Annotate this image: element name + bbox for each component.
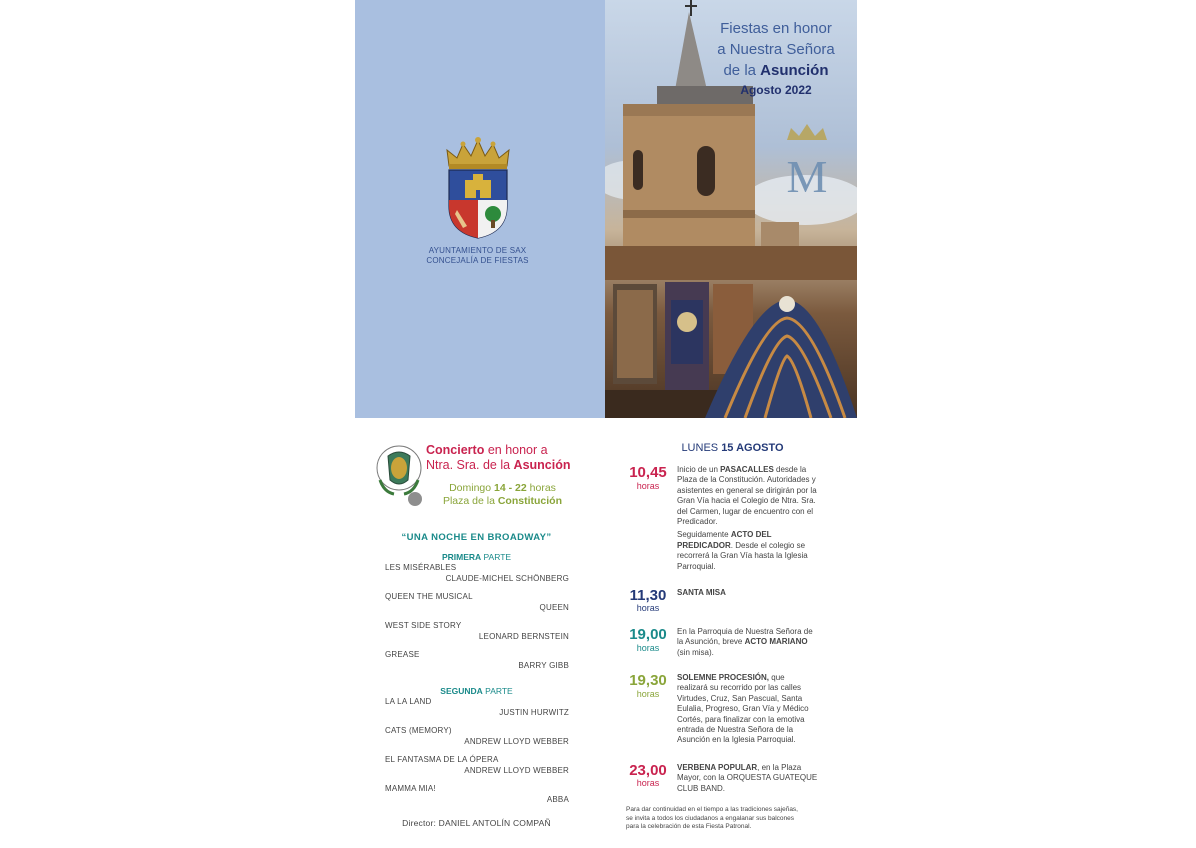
concert-when: Domingo 14 - 22 horas [449, 482, 556, 494]
part2-list [385, 697, 569, 813]
cover-title [695, 18, 857, 99]
concert-title-line1: Concierto en honor a [426, 443, 548, 457]
svg-text:M: M [786, 151, 828, 202]
cover-title-line1: Fiestas en honor [720, 20, 832, 37]
concert-where: Plaza de la Constitución [442, 495, 563, 507]
program-item [385, 563, 569, 592]
part1-heading: PRIMERA PARTE [441, 552, 512, 562]
footer-note: Para dar continuidad en el tiempo a las tradiciones sajeñas, se invita a todos los ciudadanos a engalanar sus balcones para la celebración de esta Fiesta Patronal. [626, 806, 798, 831]
program-item-title: LA LA LAND [385, 697, 432, 706]
event4-horas: horas [636, 689, 660, 699]
program-item-composer: ABBA [546, 795, 569, 804]
event3-text: En la Parroquia de Nuestra Señora de la Asunción, breve ACTO MARIANO (sin misa). [677, 627, 813, 657]
program-item [385, 755, 569, 784]
program-item-composer: LEONARD BERNSTEIN [478, 632, 569, 641]
program-item-title: EL FANTASMA DE LA ÓPERA [385, 755, 499, 764]
event4-time: 19,30 [629, 672, 667, 689]
part2-heading: SEGUNDA PARTE [440, 686, 513, 696]
coat-of-arms-icon [443, 136, 513, 240]
event4-text: SOLEMNE PROCESIÓN, que realizará su recorrido por las calles Virtudes, Cruz, San Pascual, Santa Eulalia, Progreso, Gran Vía y Médico Cortés, para finalizar con la emotiva entrada de Nuestra Señora de la Asunción en la Iglesia Parroquial. [677, 673, 809, 745]
event3-horas: horas [636, 643, 660, 653]
concert-title-line2: Ntra. Sra. de la Asunción [426, 458, 571, 472]
event2-text: SANTA MISA [677, 588, 726, 597]
program-item-composer: ANDREW LLOYD WEBBER [464, 737, 569, 746]
program-item [385, 726, 569, 755]
event5-horas: horas [636, 778, 660, 788]
program-item [385, 621, 569, 650]
program-item-composer: QUEEN [539, 603, 569, 612]
program-item [385, 784, 569, 813]
event5-time: 23,00 [629, 762, 667, 779]
program-item-composer: BARRY GIBB [518, 661, 569, 670]
program-item-title: LES MISÉRABLES [385, 563, 457, 572]
program-item [385, 650, 569, 679]
event2-time: 11,30 [629, 587, 667, 604]
event3-time: 19,00 [629, 626, 667, 643]
event1-text: Inicio de un PASACALLES desde la Plaza de la Constitución. Autoridades y asistentes en general se dirigirán por la Gran Vía hacia el Colegio de Ntra. Sra. del Carmen, lugar de encuentro con el Predicador. Seguidamente ACTO DEL PREDICADOR. Desde el colegio se recorrerá la Gran Vía hasta la Iglesia Parroquial. [677, 465, 817, 571]
program-item-title: MAMMA MIA! [385, 784, 436, 793]
program-item-title: GREASE [385, 650, 420, 659]
program-item [385, 697, 569, 726]
event2-horas: horas [636, 603, 660, 613]
part1-list [385, 563, 569, 679]
program-item-composer: JUSTIN HURWITZ [499, 708, 569, 717]
event1-time: 10,45 [629, 464, 667, 481]
program-item-title: CATS (MEMORY) [385, 726, 452, 735]
cover-photo [605, 0, 857, 418]
org-name-line1: AYUNTAMIENTO DE SAX [428, 246, 527, 255]
cover-title-line2: a Nuestra Señora [717, 41, 835, 58]
event1-horas: horas [636, 481, 660, 491]
program-item [385, 592, 569, 621]
cover-left-panel [355, 0, 605, 418]
cover-title-line3: de la Asunción [723, 62, 829, 79]
show-title: “UNA NOCHE EN BROADWAY” [401, 532, 552, 543]
program-item-title: WEST SIDE STORY [385, 621, 462, 630]
program-item-composer: ANDREW LLOYD WEBBER [464, 766, 569, 775]
org-name-line2: CONCEJALÍA DE FIESTAS [426, 256, 529, 265]
program-item-title: QUEEN THE MUSICAL [385, 592, 473, 601]
event5-text: VERBENA POPULAR, en la Plaza Mayor, con la ORQUESTA GUATEQUE CLUB BAND. [677, 763, 818, 793]
concert-title [426, 443, 571, 473]
day-heading: LUNES 15 AGOSTO [681, 442, 784, 454]
director: Director: DANIEL ANTOLÍN COMPAÑ [402, 818, 551, 828]
program-item-composer: CLAUDE-MICHEL SCHÖNBERG [445, 574, 569, 583]
cover-date: Agosto 2022 [740, 83, 812, 97]
